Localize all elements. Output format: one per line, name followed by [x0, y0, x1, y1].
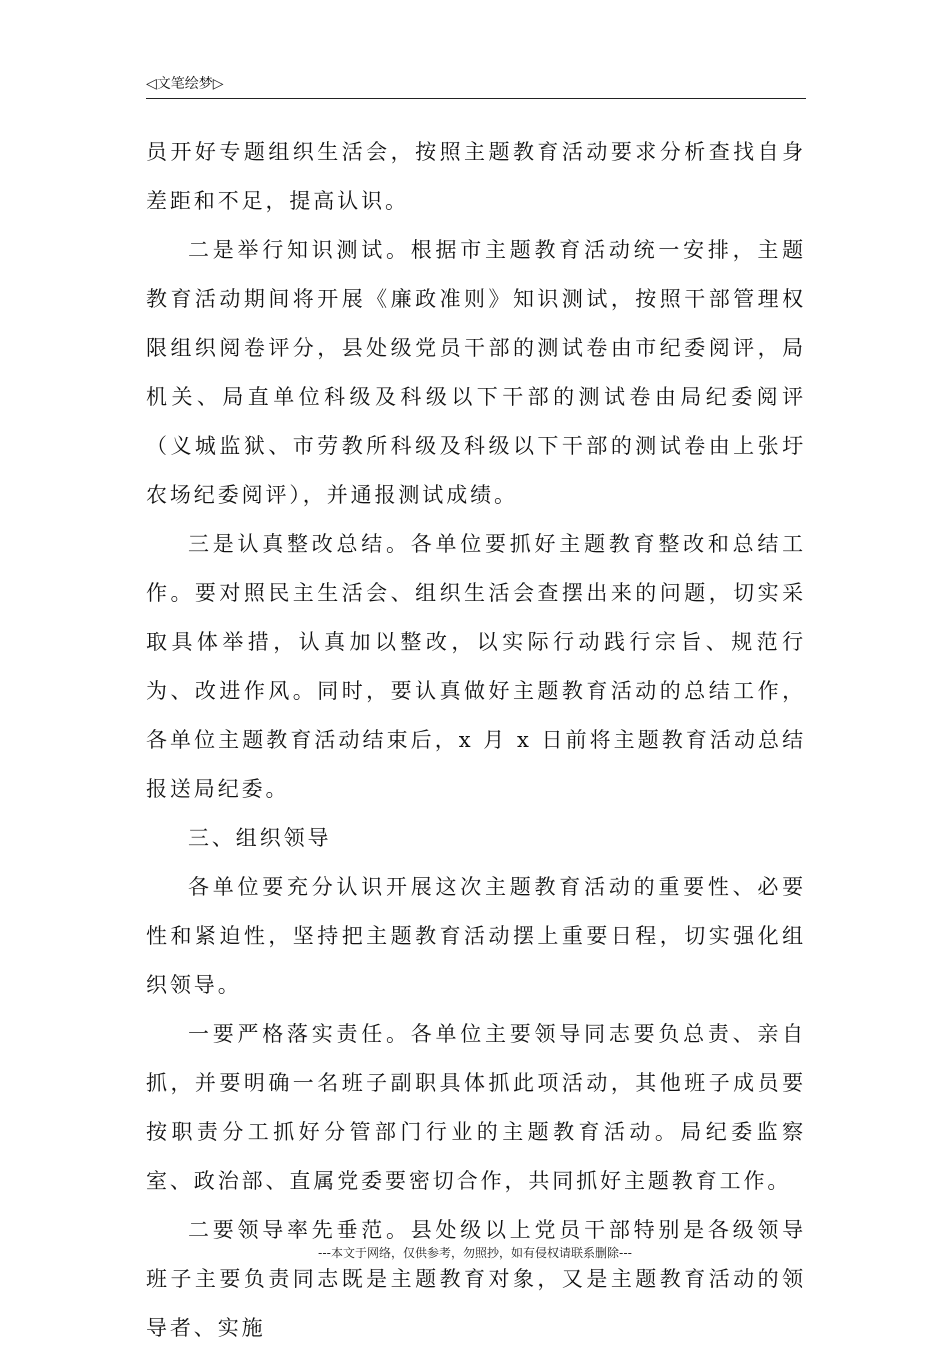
paragraph-continuation: 员开好专题组织生活会，按照主题教育活动要求分析查找自身差距和不足，提高认识。 [146, 140, 806, 213]
paragraph-organization-intro: 各单位要充分认识开展这次主题教育活动的重要性、必要性和紧迫性，坚持把主题教育活动摆上重要日程，切实强化组织领导。 [146, 875, 806, 997]
page-footer-disclaimer: ---本文于网络，仅供参考，勿照抄，如有侵权请联系删除--- [318, 1246, 632, 1260]
paragraph-responsibility: 一要严格落实责任。各单位主要领导同志要负总责、亲自抓，并要明确一名班子副职具体抓此项活动，其他班子成员要按职责分工抓好分管部门行业的主题教育活动。局纪委监察室、政治部、直属党委要密切合作，共同抓好主题教育工作。 [146, 1022, 806, 1193]
document-body [146, 128, 806, 1353]
paragraph-rectification-summary: 三是认真整改总结。各单位要抓好主题教育整改和总结工作。要对照民主生活会、组织生活会查摆出来的问题，切实采取具体举措，认真加以整改，以实际行动践行宗旨、规范行为、改进作风。同时，要认真做好主题教育活动的总结工作，各单位主题教育活动结束后，x 月 x 日前将主题教育活动总结报送局纪委。 [146, 532, 806, 801]
page-header [146, 70, 806, 99]
header-brand: ◁文笔绘梦▷ [146, 76, 224, 92]
paragraph-knowledge-test: 二是举行知识测试。根据市主题教育活动统一安排，主题教育活动期间将开展《廉政准则》知识测试，按照干部管理权限组织阅卷评分，县处级党员干部的测试卷由市纪委阅评，局机关、局直单位科级及科级以下干部的测试卷由局纪委阅评（义城监狱、市劳教所科级及科级以下干部的测试卷由上张圩农场纪委阅评），并通报测试成绩。 [146, 238, 806, 507]
section-heading-organization-leadership: 三、组织领导 [188, 826, 332, 850]
paragraph-leadership-example: 二要领导率先垂范。县处级以上党员干部特别是各级领导班子主要负责同志既是主题教育对象，又是主题教育活动的领导者、实施 [146, 1218, 806, 1340]
